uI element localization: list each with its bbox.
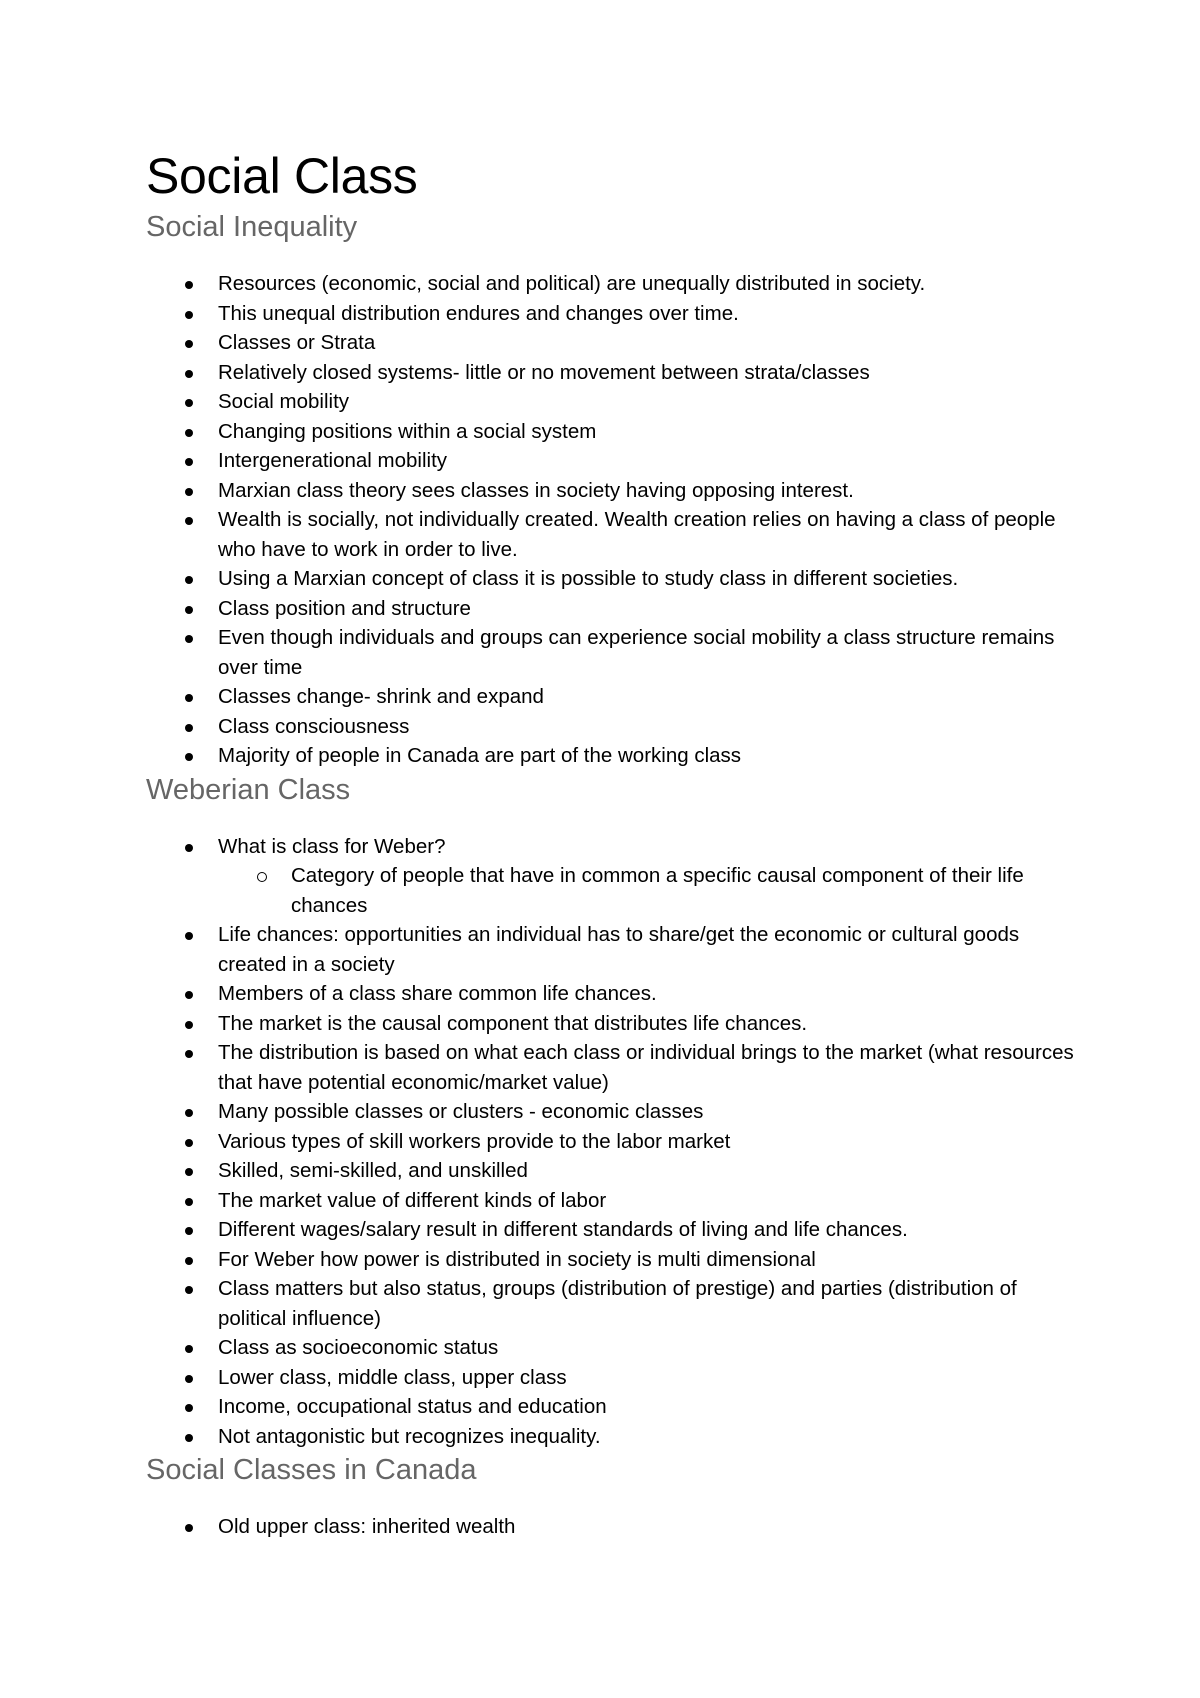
list-item: Using a Marxian concept of class it is possible to study class in different societies.: [218, 564, 1080, 594]
bullet-icon: [185, 488, 193, 496]
bullet-icon: [185, 1050, 193, 1058]
list-item: Class position and structure: [218, 594, 1080, 624]
list-item: Old upper class: inherited wealth: [218, 1512, 1080, 1542]
list-item: Lower class, middle class, upper class: [218, 1363, 1080, 1393]
list-item: Classes change- shrink and expand: [218, 682, 1080, 712]
bullet-icon: [185, 844, 193, 852]
sub-list-item: Category of people that have in common a specific causal component of their life chances: [291, 861, 1080, 920]
bullet-icon: [185, 1227, 193, 1235]
bullet-list-social-classes-in-canada: [146, 1512, 1080, 1542]
list-item: Majority of people in Canada are part of the working class: [218, 741, 1080, 771]
bullet-icon: [185, 281, 193, 289]
list-item: The market value of different kinds of labor: [218, 1186, 1080, 1216]
list-item: Wealth is socially, not individually created. Wealth creation relies on having a class of people who have to work in order to live.: [218, 505, 1080, 564]
bullet-icon: [185, 429, 193, 437]
bullet-list-weberian-class: [146, 832, 1080, 1452]
document-title: Social Class: [146, 148, 418, 204]
bullet-icon: [185, 1168, 193, 1176]
list-item: Social mobility: [218, 387, 1080, 417]
bullet-icon: [185, 1021, 193, 1029]
bullet-icon: [185, 1345, 193, 1353]
bullet-icon: [185, 1524, 193, 1532]
list-item: Relatively closed systems- little or no movement between strata/classes: [218, 358, 1080, 388]
section-heading-social-classes-in-canada: Social Classes in Canada: [146, 1454, 477, 1486]
bullet-icon: [185, 1257, 193, 1265]
section-heading-social-inequality: Social Inequality: [146, 211, 358, 243]
list-item: This unequal distribution endures and changes over time.: [218, 299, 1080, 329]
hollow-bullet-icon: [257, 872, 267, 882]
bullet-icon: [185, 1434, 193, 1442]
bullet-icon: [185, 635, 193, 643]
bullet-icon: [185, 517, 193, 525]
bullet-icon: [185, 1286, 193, 1294]
list-item: Various types of skill workers provide to the labor market: [218, 1127, 1080, 1157]
sub-bullet-list: [218, 861, 1080, 920]
bullet-icon: [185, 1139, 193, 1147]
list-item: Different wages/salary result in different standards of living and life chances.: [218, 1215, 1080, 1245]
section-heading-weberian-class: Weberian Class: [146, 773, 351, 806]
list-item: Intergenerational mobility: [218, 446, 1080, 476]
bullet-icon: [185, 576, 193, 584]
list-item: Skilled, semi-skilled, and unskilled: [218, 1156, 1080, 1186]
list-item: Even though individuals and groups can experience social mobility a class structure remains over time: [218, 623, 1080, 682]
list-item: Income, occupational status and education: [218, 1392, 1080, 1422]
bullet-icon: [185, 724, 193, 732]
bullet-icon: [185, 311, 193, 319]
bullet-icon: [185, 753, 193, 761]
bullet-icon: [185, 1109, 193, 1117]
bullet-icon: [185, 370, 193, 378]
list-item: Many possible classes or clusters - economic classes: [218, 1097, 1080, 1127]
bullet-icon: [185, 458, 193, 466]
list-item: For Weber how power is distributed in society is multi dimensional: [218, 1245, 1080, 1275]
list-item: Life chances: opportunities an individual has to share/get the economic or cultural goods created in a society: [218, 920, 1080, 979]
list-item: Class matters but also status, groups (distribution of prestige) and parties (distribution of political influence): [218, 1274, 1080, 1333]
list-item: Class consciousness: [218, 712, 1080, 742]
bullet-icon: [185, 399, 193, 407]
bullet-icon: [185, 1375, 193, 1383]
list-item: Members of a class share common life chances.: [218, 979, 1080, 1009]
bullet-icon: [185, 340, 193, 348]
bullet-icon: [185, 606, 193, 614]
bullet-icon: [185, 932, 193, 940]
bullet-icon: [185, 991, 193, 999]
list-item: What is class for Weber? Category of people that have in common a specific causal component of their life chances: [218, 832, 1080, 921]
list-item: Class as socioeconomic status: [218, 1333, 1080, 1363]
bullet-icon: [185, 1404, 193, 1412]
list-item: The distribution is based on what each class or individual brings to the market (what resources that have potential economic/market value): [218, 1038, 1080, 1097]
list-item: Changing positions within a social system: [218, 417, 1080, 447]
list-item: The market is the causal component that distributes life chances.: [218, 1009, 1080, 1039]
list-item: Not antagonistic but recognizes inequality.: [218, 1422, 1080, 1452]
bullet-icon: [185, 1198, 193, 1206]
list-item: Marxian class theory sees classes in society having opposing interest.: [218, 476, 1080, 506]
list-item: Resources (economic, social and political) are unequally distributed in society.: [218, 269, 1080, 299]
bullet-icon: [185, 694, 193, 702]
bullet-list-social-inequality: [146, 269, 1080, 771]
list-item: Classes or Strata: [218, 328, 1080, 358]
